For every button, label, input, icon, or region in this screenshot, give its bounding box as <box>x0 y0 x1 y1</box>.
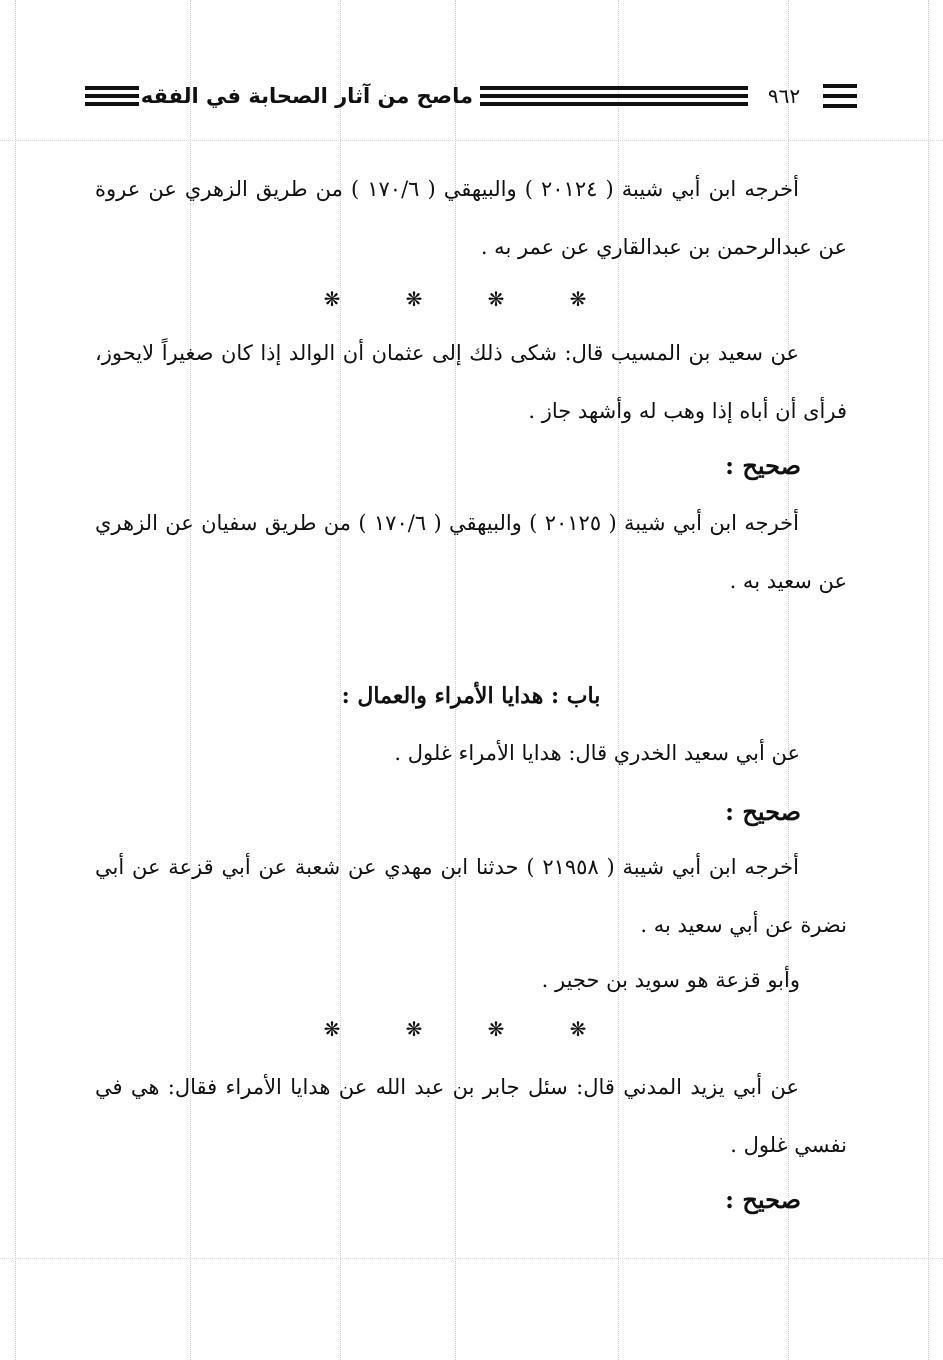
grid-line <box>15 0 16 1360</box>
grading-label-2: صحيح : <box>725 797 801 826</box>
separator-stars-1 <box>320 284 590 314</box>
header-rule-right <box>823 84 857 108</box>
star-ornament-icon: ❋ <box>323 287 341 311</box>
star-ornament-icon: ❋ <box>569 1017 587 1041</box>
star-ornament-icon: ❋ <box>487 1017 505 1041</box>
paragraph-athar-3: عن أبي يزيد المدني قال: سئل جابر بن عبد الله عن هدايا الأمراء فقال: هي في نفسي غلول . <box>95 1075 847 1157</box>
paragraph-takhrij-3: أخرجه ابن أبي شيبة ( ٢١٩٥٨ ) حدثنا ابن مهدي عن شعبة عن أبي قزعة عن أبي نضرة عن أبي سعيد به . <box>95 855 847 937</box>
star-ornament-icon: ❋ <box>405 1017 423 1041</box>
book-title: ماصح من آثار الصحابة في الفقه <box>140 84 473 108</box>
star-ornament-icon: ❋ <box>405 287 423 311</box>
grading-label-3: صحيح : <box>725 1185 801 1214</box>
section-heading: باب : هدايا الأمراء والعمال : <box>341 683 601 709</box>
header-rule-left <box>85 86 139 106</box>
star-ornament-icon: ❋ <box>323 1017 341 1041</box>
page-number: ٩٦٢ <box>767 84 801 108</box>
paragraph-athar-2: عن أبي سعيد الخدري قال: هدايا الأمراء غلول . <box>394 741 800 765</box>
paragraph-takhrij-2: أخرجه ابن أبي شيبة ( ٢٠١٢٥ ) والبيهقي ( ١٧٠/٦ ) من طريق سفيان عن الزهري عن سعيد به . <box>95 511 847 593</box>
page-header <box>85 80 857 114</box>
paragraph-athar-1: عن سعيد بن المسيب قال: شكى ذلك إلى عثمان أن الوالد إذا كان صغيراً لايحوز، فرأى أن أباه إذا وهب له وأشهد جاز . <box>95 341 847 423</box>
grading-label-1: صحيح : <box>725 451 801 480</box>
paragraph-note: وأبو قزعة هو سويد بن حجير . <box>541 968 800 992</box>
grid-line <box>928 0 929 1360</box>
header-rule-middle <box>480 86 748 106</box>
star-ornament-icon: ❋ <box>487 287 505 311</box>
grid-line <box>0 1258 943 1259</box>
star-ornament-icon: ❋ <box>569 287 587 311</box>
grid-line <box>0 140 943 141</box>
paragraph-takhrij-1: أخرجه ابن أبي شيبة ( ٢٠١٢٤ ) والبيهقي ( ١٧٠/٦ ) من طريق الزهري عن عروة عن عبدالرحمن بن عبدالقاري عن عمر به . <box>95 177 847 259</box>
separator-stars-2 <box>320 1014 590 1044</box>
